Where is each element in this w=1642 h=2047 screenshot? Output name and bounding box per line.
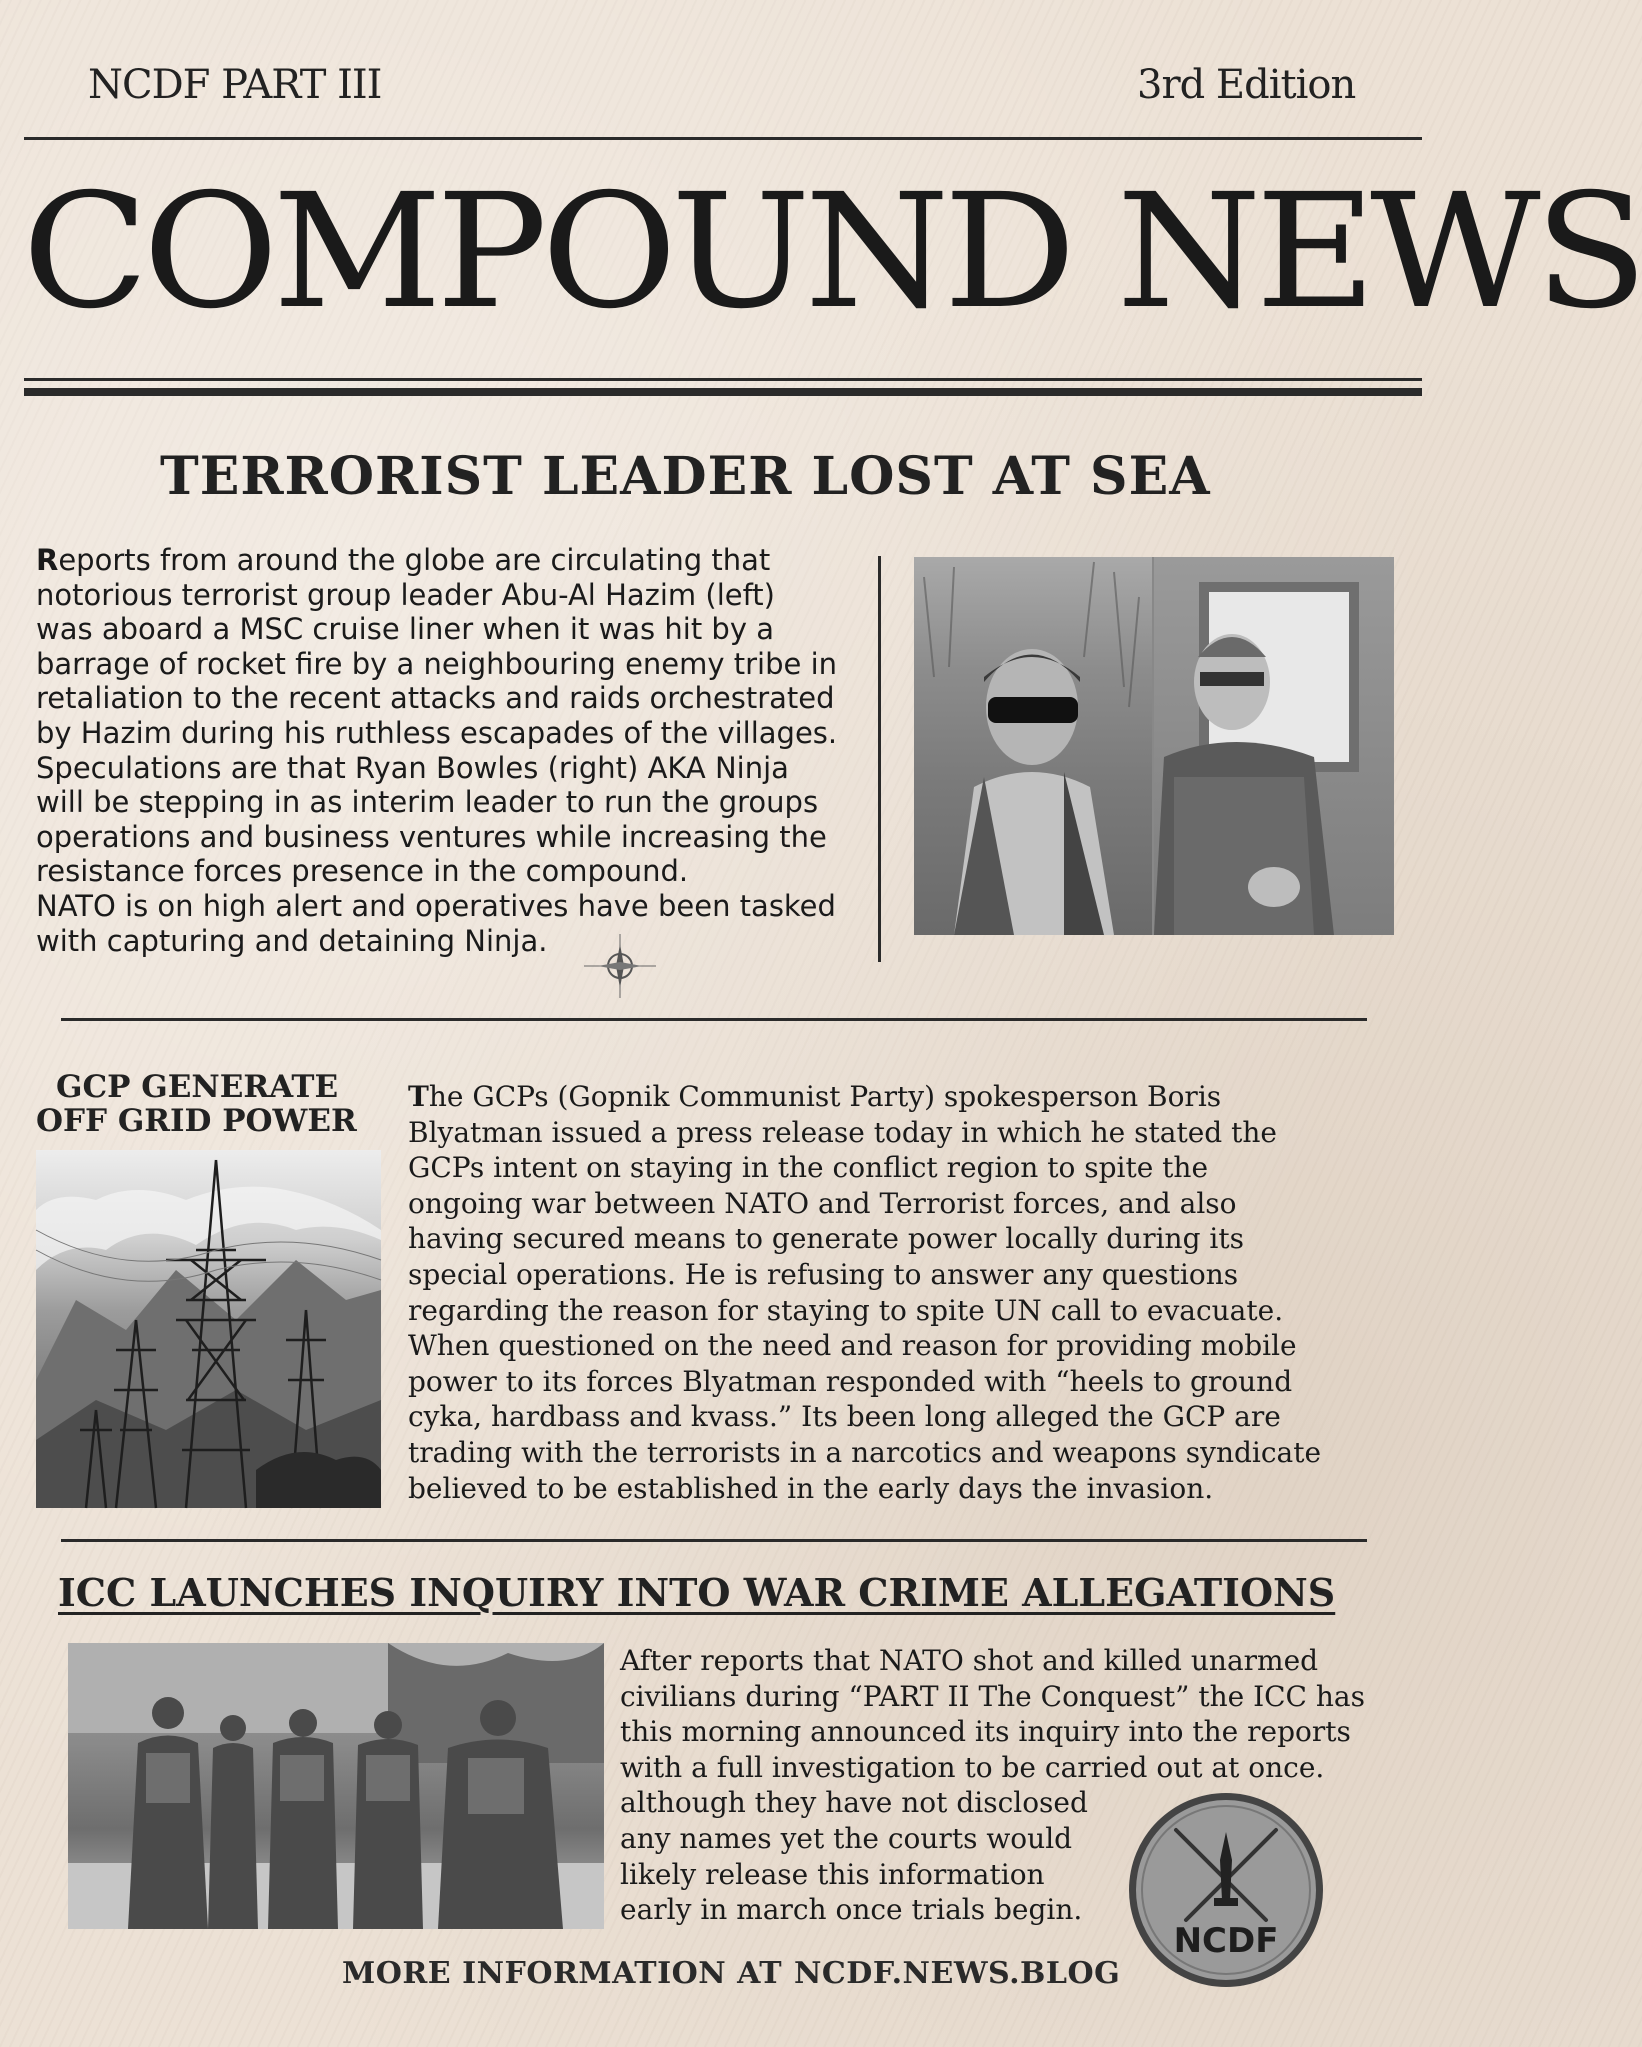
bowles-photo (1154, 557, 1394, 935)
footer-info-label: MORE INFORMATION AT (342, 1956, 783, 1991)
article2-dropcap: T (408, 1080, 429, 1113)
article2-line-3: GCPs intent on staying in the conflict region to spite the (408, 1151, 1209, 1185)
article1-line-2: notorious terrorist group leader Abu-Al Hazim (left) (36, 577, 775, 612)
article1-line-3: was aboard a MSC cruise liner when it was hit by a (36, 612, 774, 647)
article1-line-4: barrage of rocket fire by a neighbouring enemy tribe in (36, 646, 838, 681)
masthead-rule-thin (24, 378, 1422, 381)
article3-line-7: likely release this information (620, 1857, 1045, 1891)
soldiers-group-photo (68, 1643, 604, 1929)
article1-line-5: retaliation to the recent attacks and raids orchestrated (36, 681, 835, 716)
article3-line-2: civilians during “PART II The Conquest” the ICC has (620, 1679, 1365, 1713)
article1-headline: TERRORIST LEADER LOST AT SEA (160, 446, 1211, 507)
article1-line-1: Reports from around the globe are circulating that (36, 543, 771, 577)
article1-dropcap: R (36, 543, 59, 577)
article3-line-5: although they have not disclosed (620, 1786, 1088, 1820)
article1-column-divider (878, 556, 881, 962)
article1-line-11: NATO is on high alert and operatives have been tasked (36, 888, 836, 923)
article1-line-12: with capturing and detaining Ninja. (36, 923, 548, 958)
power-lines-photo (36, 1150, 381, 1508)
footer-url-link[interactable]: NCDF.NEWS.BLOG (794, 1956, 1121, 1991)
article3-line-8: early in march once trials begin. (620, 1893, 1083, 1927)
article1-line-6: by Hazim during his ruthless escapades of the villages. (36, 715, 838, 750)
article2-line-12: believed to be established in the early days the invasion. (408, 1471, 1214, 1505)
article3-headline: ICC LAUNCHES INQUIRY INTO WAR CRIME ALLEGATIONS (58, 1570, 1336, 1615)
article2-line-8: When questioned on the need and reason for providing mobile (408, 1329, 1297, 1363)
article1-line-8: will be stepping in as interim leader to run the groups (36, 785, 819, 820)
article3-line-6: any names yet the courts would (620, 1821, 1073, 1855)
ncdf-badge-logo (1126, 1790, 1326, 1990)
article2-line-6: special operations. He is refusing to answer any questions (408, 1257, 1239, 1291)
article2-headline-line1: GCP GENERATE (56, 1069, 339, 1105)
article3-line-3: this morning announced its inquiry into the reports (620, 1715, 1351, 1749)
article1-line-10: resistance forces presence in the compound. (36, 854, 689, 889)
masthead-rule-thick (24, 388, 1422, 396)
article2-line-5: having secured means to generate power locally during its (408, 1222, 1244, 1256)
article1-photo-pair (914, 557, 1394, 935)
section-divider-2 (61, 1539, 1367, 1542)
article2-line-10: cyka, hardbass and kvass.” Its been long alleged the GCP are (408, 1400, 1281, 1434)
article1-line-7: Speculations are that Ryan Bowles (right) AKA Ninja (36, 750, 789, 785)
article2-line-2: Blyatman issued a press release today in which he stated the (408, 1115, 1277, 1149)
article2-line-11: trading with the terrorists in a narcotics and weapons syndicate (408, 1435, 1322, 1469)
article2-line-9: power to its forces Blyatman responded with “heels to ground (408, 1364, 1293, 1398)
article1-body (36, 543, 876, 958)
masthead-title: COMPOUND NEWS (22, 160, 1642, 344)
article2-headline-line2: OFF GRID POWER (36, 1103, 357, 1139)
article2-line-7: regarding the reason for staying to spite UN call to evacuate. (408, 1293, 1284, 1327)
article2-body (408, 1079, 1428, 1506)
article2-line-4: ongoing war between NATO and Terrorist forces, and also (408, 1186, 1237, 1220)
compass-rose-icon (584, 934, 656, 998)
article3-line-1: After reports that NATO shot and killed unarmed (620, 1644, 1319, 1677)
article2-line-1: The GCPs (Gopnik Communist Party) spokesperson Boris (408, 1080, 1222, 1113)
header-top-rule (24, 137, 1422, 140)
edition-part-label: NCDF PART III (88, 62, 382, 108)
hazim-photo (914, 557, 1152, 935)
edition-number-label: 3rd Edition (1137, 62, 1356, 108)
section-divider-1 (61, 1018, 1367, 1021)
ncdf-badge-text: NCDF (1173, 1921, 1279, 1961)
article3-line-4: with a full investigation to be carried out at once. (620, 1750, 1325, 1784)
article1-line-9: operations and business ventures while increasing the (36, 819, 827, 854)
